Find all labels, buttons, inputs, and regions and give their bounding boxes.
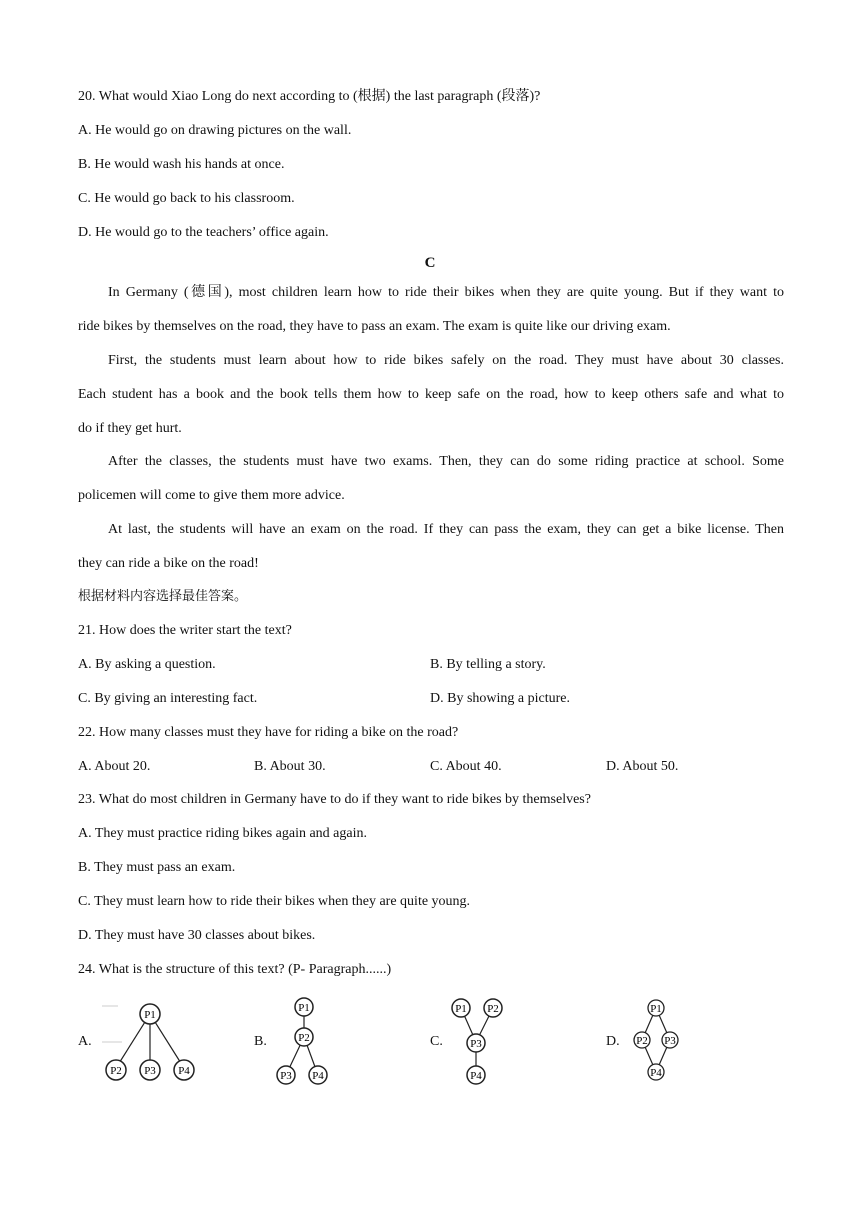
q24-option-a-label: A. xyxy=(78,1034,92,1049)
svg-text:P4: P4 xyxy=(178,1065,190,1077)
svg-text:P2: P2 xyxy=(298,1032,310,1044)
node-p2 xyxy=(295,1028,313,1046)
svg-text:P4: P4 xyxy=(312,1070,324,1082)
instruction: 根据材料内容选择最佳答案。 xyxy=(78,589,248,604)
svg-text:P4: P4 xyxy=(470,1070,482,1082)
node-p3 xyxy=(662,1032,678,1048)
svg-text:P4: P4 xyxy=(650,1067,662,1079)
structure-diagram-a xyxy=(100,998,210,1086)
passage-line: First, the students must learn about how to ride bikes safely on the road. They must have about 30 classes. xyxy=(108,353,784,368)
section-title: C xyxy=(424,255,436,271)
q20-option-a: A. He would go on drawing pictures on the wall. xyxy=(78,123,352,138)
node-p2 xyxy=(484,999,502,1017)
svg-text:P1: P1 xyxy=(455,1003,467,1015)
q23-option-a: A. They must practice riding bikes again and again. xyxy=(78,826,367,841)
svg-text:P3: P3 xyxy=(280,1070,292,1082)
passage-line: policemen will come to give them more advice. xyxy=(78,488,345,503)
svg-text:P3: P3 xyxy=(664,1035,676,1047)
node-p2 xyxy=(634,1032,650,1048)
passage-line: After the classes, the students must have two exams. Then, they can do some riding practice at school. Some xyxy=(108,454,784,469)
node-p3 xyxy=(277,1066,295,1084)
svg-text:P2: P2 xyxy=(110,1065,122,1077)
q21-option-a: A. By asking a question. xyxy=(78,657,216,672)
svg-text:P2: P2 xyxy=(636,1035,648,1047)
passage-line: In Germany (德国), most children learn how to ride their bikes when they are quite young. But if they want to xyxy=(108,285,784,300)
node-p1 xyxy=(648,1000,664,1016)
q24-option-d-label: D. xyxy=(606,1034,620,1049)
q22-option-c: C. About 40. xyxy=(430,759,502,774)
node-p1 xyxy=(140,1004,160,1024)
q20-option-d: D. He would go to the teachers’ office again. xyxy=(78,225,329,240)
node-p4 xyxy=(174,1060,194,1080)
q20-option-b: B. He would wash his hands at once. xyxy=(78,157,285,172)
svg-text:P2: P2 xyxy=(487,1003,499,1015)
passage-line: ride bikes by themselves on the road, they have to pass an exam. The exam is quite like our driving exam. xyxy=(78,319,671,334)
q21-option-b: B. By telling a story. xyxy=(430,657,546,672)
q23-question: 23. What do most children in Germany have to do if they want to ride bikes by themselves? xyxy=(78,792,591,807)
q24-option-b-label: B. xyxy=(254,1034,267,1049)
q20-question: 20. What would Xiao Long do next according to (根据) the last paragraph (段落)? xyxy=(78,89,541,104)
q22-option-a: A. About 20. xyxy=(78,759,151,774)
node-p3 xyxy=(467,1034,485,1052)
node-p1 xyxy=(295,998,313,1016)
q22-option-b: B. About 30. xyxy=(254,759,326,774)
svg-text:P1: P1 xyxy=(144,1009,156,1021)
q24-question: 24. What is the structure of this text? (P- Paragraph......) xyxy=(78,962,392,977)
svg-text:P3: P3 xyxy=(144,1065,156,1077)
q22-question: 22. How many classes must they have for riding a bike on the road? xyxy=(78,725,459,740)
structure-diagram-c xyxy=(448,996,518,1088)
q21-option-c: C. By giving an interesting fact. xyxy=(78,691,258,706)
node-p1 xyxy=(452,999,470,1017)
q23-option-d: D. They must have 30 classes about bikes. xyxy=(78,928,316,943)
svg-text:P1: P1 xyxy=(298,1002,310,1014)
passage-line: At last, the students will have an exam on the road. If they can pass the exam, they can get a bike license. Then xyxy=(108,522,784,537)
passage-line: Each student has a book and the book tells them how to keep safe on the road, how to keep others safe and what to xyxy=(78,387,784,402)
node-p2 xyxy=(106,1060,126,1080)
q21-option-d: D. By showing a picture. xyxy=(430,691,570,706)
structure-diagram-b xyxy=(272,996,342,1088)
node-p4 xyxy=(309,1066,327,1084)
q20-option-c: C. He would go back to his classroom. xyxy=(78,191,295,206)
passage-line: they can ride a bike on the road! xyxy=(78,556,259,571)
q21-question: 21. How does the writer start the text? xyxy=(78,623,292,638)
svg-text:P1: P1 xyxy=(650,1003,662,1015)
q24-option-c-label: C. xyxy=(430,1034,443,1049)
passage-line: do if they get hurt. xyxy=(78,421,182,436)
node-p4 xyxy=(648,1064,664,1080)
structure-diagram-d xyxy=(632,996,688,1088)
q23-option-b: B. They must pass an exam. xyxy=(78,860,236,875)
q22-option-d: D. About 50. xyxy=(606,759,679,774)
svg-text:P3: P3 xyxy=(470,1038,482,1050)
q23-option-c: C. They must learn how to ride their bikes when they are quite young. xyxy=(78,894,471,909)
node-p4 xyxy=(467,1066,485,1084)
node-p3 xyxy=(140,1060,160,1080)
